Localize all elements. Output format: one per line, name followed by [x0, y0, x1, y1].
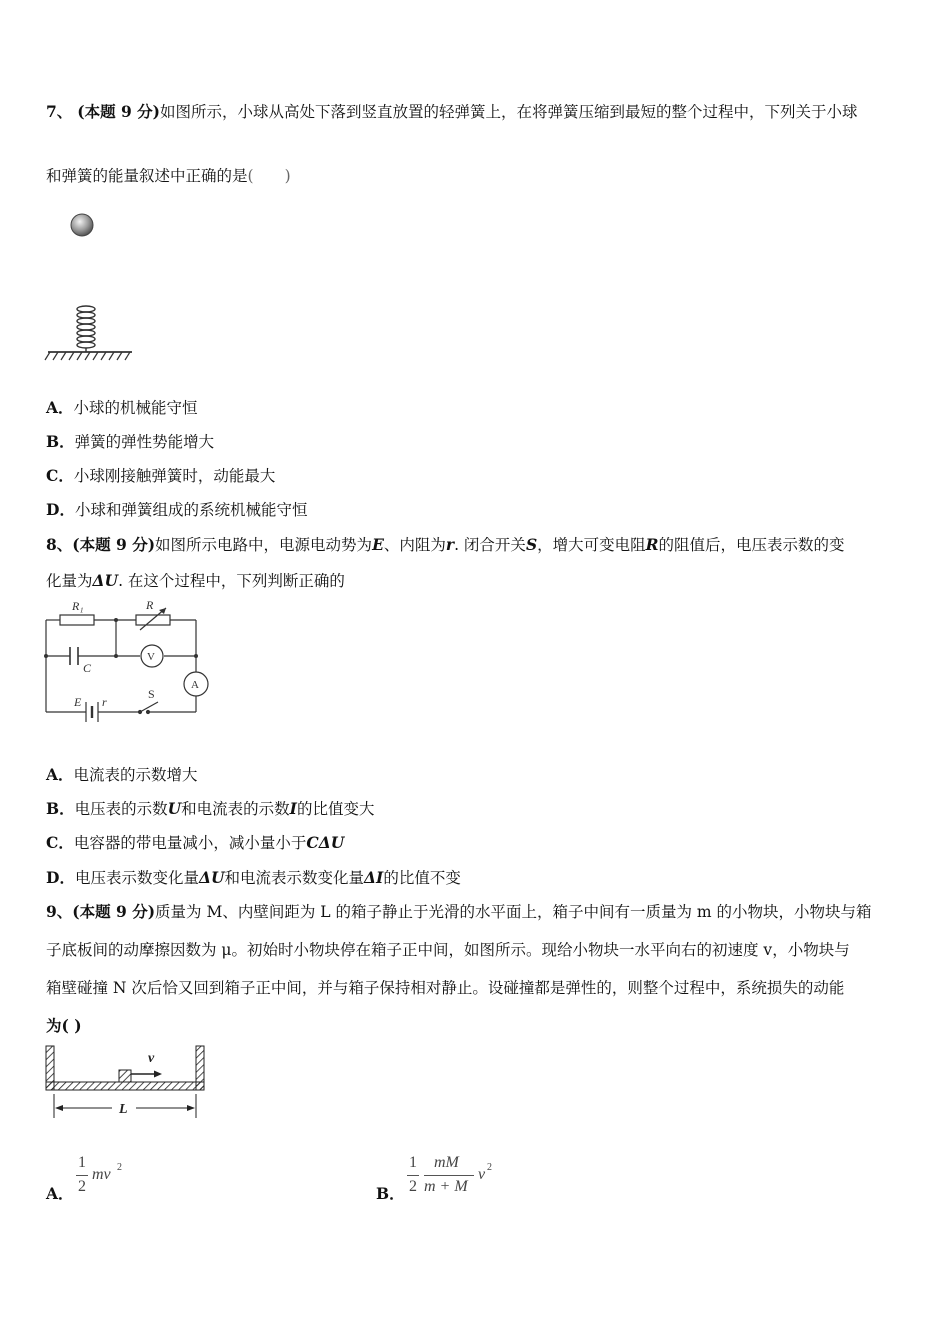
- q7-number: 7、: [46, 102, 73, 121]
- q8-option-a[interactable]: A．电流表的示数增大: [46, 765, 198, 784]
- q9-line4: 为( ): [46, 1016, 82, 1035]
- q8-option-c[interactable]: C．电容器的带电量减小，减小量小于CΔU: [46, 833, 345, 852]
- box-floor: [46, 1082, 204, 1090]
- label-v: v: [148, 1051, 155, 1066]
- q9-line3: 箱壁碰撞 N 次后恰又回到箱子正中间，并与箱子保持相对静止。设碰撞都是弹性的，则整个过程中，系统损失的动能: [46, 979, 845, 997]
- q7-score: (本题 9 分): [77, 102, 160, 121]
- q7-text-line1: 如图所示，小球从高处下落到竖直放置的轻弹簧上，在将弹簧压缩到最短的整个过程中，下列关于小球: [159, 103, 858, 121]
- q7-option-a[interactable]: A．小球的机械能守恒: [46, 398, 198, 417]
- ground: [45, 352, 132, 360]
- q8-option-d[interactable]: D．电压表示数变化量ΔU和电流表示数变化量ΔI的比值不变: [46, 868, 461, 887]
- q7-option-b[interactable]: B．弹簧的弹性势能增大: [46, 432, 215, 451]
- small-block: [119, 1070, 131, 1082]
- q7-option-d[interactable]: D．小球和弹簧组成的系统机械能守恒: [46, 500, 308, 519]
- q9-line2: 子底板间的动摩擦因数为 μ。初始时小物块停在箱子正中间，如图所示。现给小物块一水平向右的初速度 v，小物块与: [46, 941, 850, 959]
- label-s: S: [148, 687, 155, 701]
- q7-answer-paren: ( ): [247, 167, 291, 185]
- label-l: L: [119, 1102, 128, 1117]
- q9-score: (本题 9 分): [72, 902, 156, 921]
- label-a: A: [191, 679, 199, 691]
- label-c: C: [83, 661, 92, 675]
- q7-ball-spring-figure: [40, 205, 140, 367]
- fraction-bar: [76, 1175, 88, 1176]
- q8-line1: 8、(本题 9 分)如图所示电路中，电源电动势为E、内阻为r. 闭合开关S，增大可变电阻R的阻值后，电压表示数的变: [46, 535, 845, 554]
- ball: [71, 214, 93, 236]
- q8-number: 8、: [46, 535, 73, 554]
- spring: [77, 306, 95, 352]
- fraction-bar: [424, 1175, 474, 1176]
- q9-box-figure: [42, 1042, 208, 1122]
- label-v: V: [147, 651, 155, 663]
- label-r1: R₁: [72, 599, 84, 613]
- q7-option-c[interactable]: C．小球刚接触弹簧时，动能最大: [46, 466, 276, 485]
- label-r: R: [146, 598, 154, 612]
- q8-score: (本题 9 分): [72, 535, 156, 554]
- label-e: E: [74, 695, 82, 709]
- q9-option-b[interactable]: B． 1 2 mM m + M v 2: [376, 1154, 492, 1203]
- resistor-r1: [60, 615, 94, 625]
- q9-number: 9、: [46, 902, 73, 921]
- q7-line1: [46, 102, 858, 122]
- q7-text-line2: 和弹簧的能量叙述中正确的是: [46, 167, 248, 185]
- q8-option-b[interactable]: B．电压表的示数U和电流表的示数I的比值变大: [46, 799, 375, 818]
- variable-resistor-r: [136, 615, 170, 625]
- label-r-internal: r: [102, 695, 107, 709]
- fraction-bar: [407, 1175, 419, 1176]
- q7-line2: [46, 166, 291, 186]
- q9-line1: 9、(本题 9 分)质量为 M、内壁间距为 L 的箱子静止于光滑的水平面上，箱子中间有一质量为 m 的小物块，小物块与箱: [46, 902, 872, 921]
- q9-option-a[interactable]: A． 1 2 mv 2: [46, 1154, 122, 1203]
- q8-circuit-figure: [40, 596, 212, 726]
- q8-line2: 化量为ΔU. 在这个过程中，下列判断正确的: [46, 571, 345, 590]
